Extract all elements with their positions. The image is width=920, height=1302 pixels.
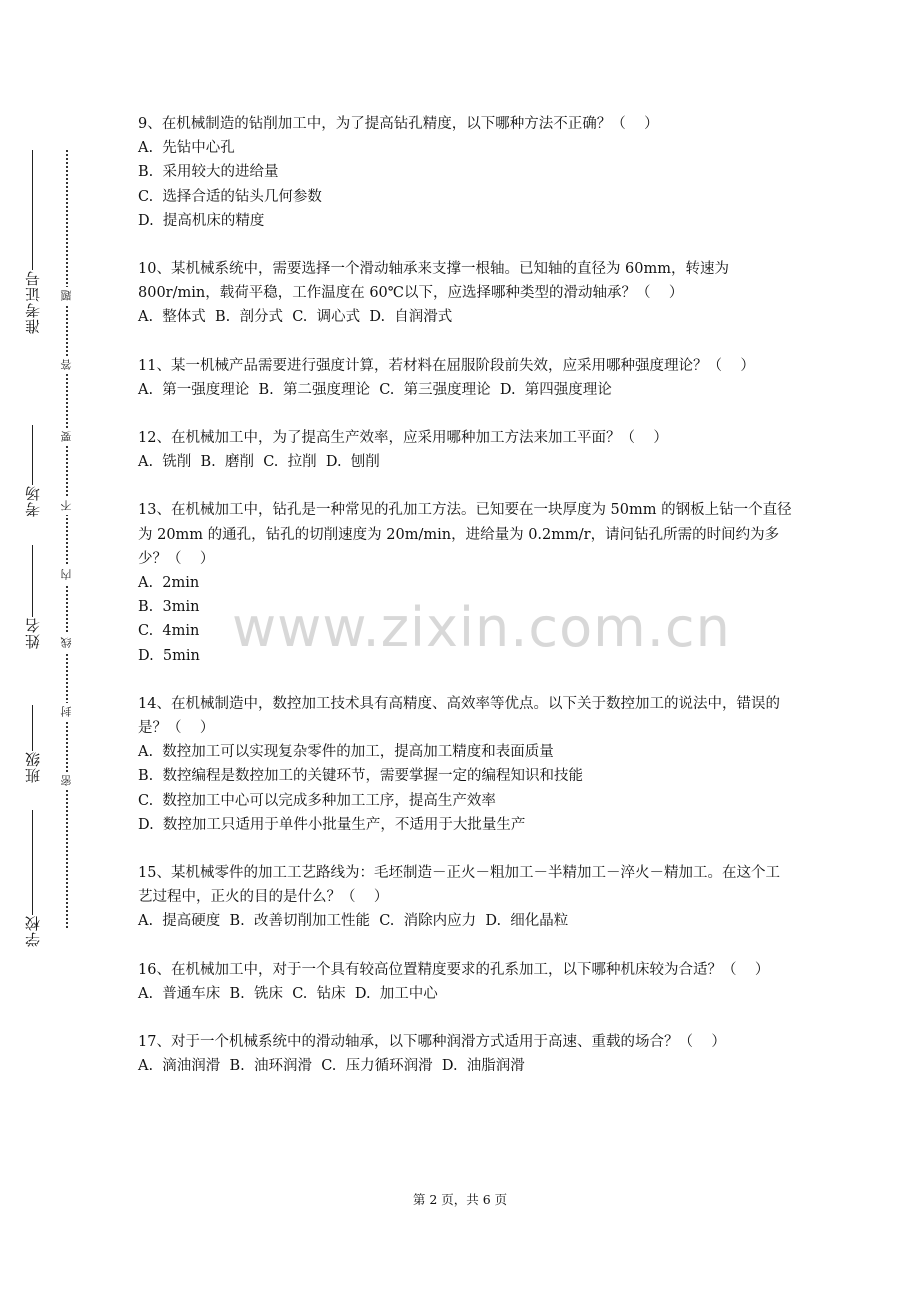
watermark: www.zixin.com.cn [232,596,731,659]
page-footer: 第 2 页，共 6 页 [412,1192,508,1207]
question-15 [138,861,794,934]
option-line: A. 铣削 B. 磨削 C. 拉削 D. 刨削 [138,454,380,471]
school-label: 学校 [23,915,42,947]
exam-room-field [18,425,46,517]
option-line: A. 滴油润滑 B. 油环润滑 C. 压力循环润滑 D. 油脂润滑 [138,1058,525,1075]
question-14 [138,692,794,837]
school-field [18,810,46,947]
question-list [138,112,794,1103]
option-c: C. 数控加工中心可以完成多种加工工序，提高生产效率 [138,792,496,809]
option-line: A. 第一强度理论 B. 第二强度理论 C. 第三强度理论 D. 第四强度理论 [138,381,612,398]
class-label: 班级 [23,751,42,783]
option-line: A. 整体式 B. 剖分式 C. 调心式 D. 自润滑式 [138,309,453,326]
question-16 [138,958,794,1006]
question-stem: 10、某机械系统中，需要选择一个滑动轴承来支撑一根轴。已知轴的直径为 60mm，转速为 800r/min，载荷平稳，工作温度在 60℃以下，应选择哪种类型的滑动轴承？（ ） [138,261,734,302]
option-a: A. 数控加工可以实现复杂零件的加工，提高加工精度和表面质量 [138,744,554,761]
seal-char-xian: 线 [58,634,76,652]
option-d: D. 提高机床的精度 [138,212,265,229]
seal-dotted-line [66,150,68,928]
option-line: A. 普通车床 B. 铣床 C. 钻床 D. 加工中心 [138,985,438,1002]
school-line [32,810,33,915]
option-b: B. 数控编程是数控加工的关键环节，需要掌握一定的编程知识和技能 [138,768,583,785]
option-d: D. 5min [138,647,200,664]
question-stem: 17、对于一个机械系统中的滑动轴承，以下哪种润滑方式适用于高速、重载的场合？（ ） [138,1034,726,1051]
question-9 [138,112,794,233]
name-line [32,545,33,617]
question-10 [138,257,794,330]
name-label: 姓名 [23,617,42,649]
exam-number-label: 准考证号 [23,270,42,334]
seal-char-feng: 封 [58,703,76,721]
seal-char-da: 答 [58,356,76,374]
exam-room-label: 考场 [23,485,42,517]
option-b: B. 3min [138,599,200,616]
option-a: A. 先钻中心孔 [138,140,235,157]
binding-margin [0,0,90,1302]
seal-char-mi: 密 [58,772,76,790]
question-12 [138,426,794,474]
question-11 [138,354,794,402]
seal-char-nei: 内 [58,566,76,584]
seal-char-bu: 不 [58,497,76,515]
question-17 [138,1030,794,1078]
option-d: D. 数控加工只适用于单件小批量生产，不适用于大批量生产 [138,816,526,833]
question-stem: 9、在机械制造的钻削加工中，为了提高钻孔精度，以下哪种方法不正确？（ ） [138,116,659,132]
seal-char-yao: 要 [58,428,76,446]
option-c: C. 4min [138,623,200,640]
option-c: C. 选择合适的钻头几何参数 [138,188,322,205]
option-b: B. 采用较大的进给量 [138,164,279,181]
question-stem: 16、在机械加工中，对于一个具有较高位置精度要求的孔系加工，以下哪种机床较为合适？（ ） [138,961,770,978]
class-line [32,705,33,751]
question-stem: 14、在机械制造中，数控加工技术具有高精度、高效率等优点。以下关于数控加工的说法中，错误的是？（ ） [138,695,780,737]
exam-number-field [18,150,46,334]
question-13 [138,498,794,667]
option-line: A. 提高硬度 B. 改善切削加工性能 C. 消除内应力 D. 细化晶粒 [138,913,569,930]
name-field [18,545,46,649]
question-stem: 12、在机械加工中，为了提高生产效率，应采用哪种加工方法来加工平面？（ ） [138,430,668,447]
exam-number-line [32,150,33,270]
exam-room-line [32,425,33,485]
question-stem: 11、某一机械产品需要进行强度计算，若材料在屈服阶段前失效，应采用哪种强度理论？（ ） [138,357,755,374]
question-stem: 15、某机械零件的加工工艺路线为：毛坯制造－正火－粗加工－半精加工－淬火－精加工。在这个工艺过程中，正火的目的是什么？（ ） [138,865,780,906]
option-a: A. 2min [138,575,200,592]
question-stem: 13、在机械加工中，钻孔是一种常见的孔加工方法。已知要在一块厚度为 50mm 的钢板上钻一个直径为 20mm 的通孔，钻孔的切削速度为 20m/min，进给量为 0.2mm/r，请问钻孔所需的时间约为多少？（ ） [138,502,792,567]
class-field [18,705,46,783]
seal-char-ti: 题 [58,287,76,305]
